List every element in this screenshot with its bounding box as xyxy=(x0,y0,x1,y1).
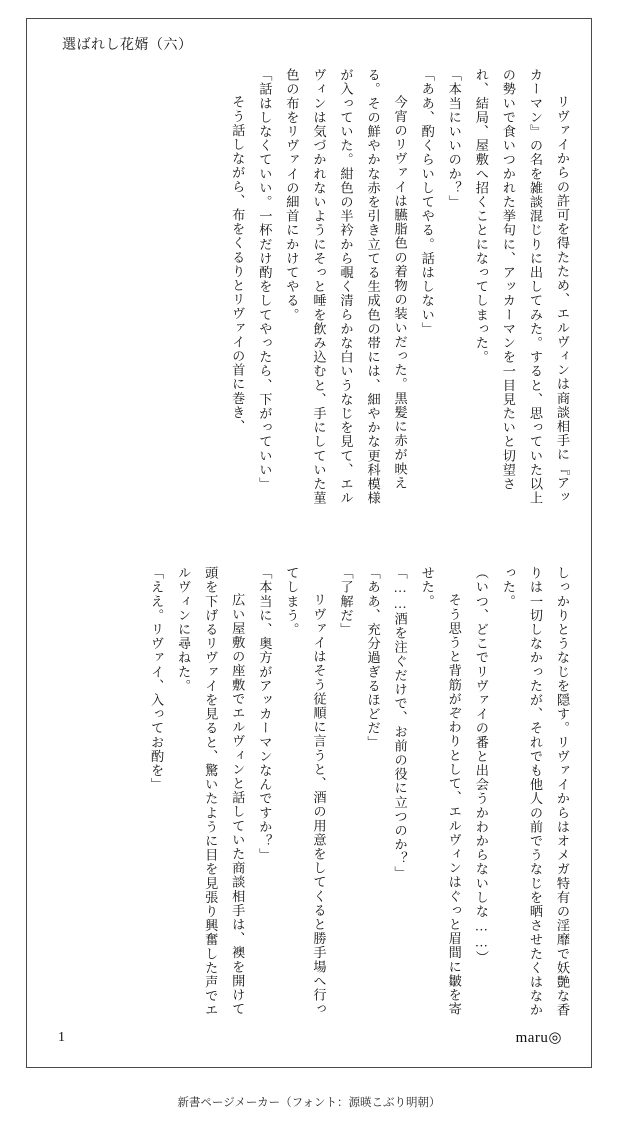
paragraph: リヴァイからの許可を得たため、エルヴィンは商談相手に『アッカーマン』の名を雑談混じりに出してみた。すると、思っていた以上の勢いで食いつかれた挙句に、アッカーマンを一目見たいと切望され、結局、屋敷へ招くことになってしまった。 xyxy=(473,68,570,506)
paragraph: 「……酒を注ぐだけで、お前の役に立つのか？」 xyxy=(392,566,408,880)
page-body xyxy=(44,68,576,1018)
paragraph: 「ああ、酌くらいしてやる。話はしない」 xyxy=(419,68,435,336)
footer-credit: 新書ページメーカー（フォント：源暎こぶり明朝） xyxy=(177,1097,441,1109)
paragraph: しっかりとうなじを隠す。リヴァイからはオメガ特有の淫靡で妖艶な香りは一切しなかったが、それでも他人の前でうなじを晒させたくはなかった。 xyxy=(500,566,570,1018)
author-mark: maru◎ xyxy=(515,1030,562,1046)
paragraph: 今宵のリヴァイは臙脂色の着物の装いだった。黒髪に赤が映える。その鮮やかな赤を引き立てる生成色の帯には、細やかな更科模様が入っていた。紺色の半衿から覗く清らかな白いうなじを見て、エルヴィンは気づかれないようにそっと唾を飲み込むと、手にしていた菫色の布をリヴァイの細首にかけてやる。 xyxy=(284,68,408,506)
paragraph: そう思うと背筋がぞわりとして、エルヴィンはぐっと眉間に皺を寄せた。 xyxy=(419,566,462,1017)
paragraph: 広い屋敷の座敷でエルヴィンと話していた商談相手は、襖を開けて頭を下げるリヴァイを見ると、驚いたように目を見張り興奮した声でエルヴィンに尋ねた。 xyxy=(176,566,246,1018)
paragraph: 「了解だ」 xyxy=(338,566,354,637)
text-block-top xyxy=(56,68,576,508)
paragraph: リヴァイはそう従順に言うと、酒の用意をしてくると勝手場へ行ってしまう。 xyxy=(284,566,327,1017)
paragraph: 「話はしなくていい。一杯だけ酌をしてやったら、下がっていい」 xyxy=(257,68,273,491)
paragraph: 「ああ、充分過ぎるほどだ」 xyxy=(365,566,381,750)
paragraph: （いつ、どこでリヴァイの番と出会うかわからないしな……） xyxy=(473,566,489,965)
page-title: 選ばれし花婿（六） xyxy=(62,38,193,53)
paragraph: 「本当にいいのか？」 xyxy=(446,68,462,209)
paragraph: そう話しながら、布をくるりとリヴァイの首に巻き、 xyxy=(230,81,246,434)
paragraph: 「本当に、奥方がアッカーマンなんですか？」 xyxy=(257,566,273,863)
text-block-bottom xyxy=(56,566,576,1018)
page-number: 1 xyxy=(58,1030,65,1045)
paragraph: 「ええ。リヴァイ、入ってお酌を」 xyxy=(149,566,165,792)
